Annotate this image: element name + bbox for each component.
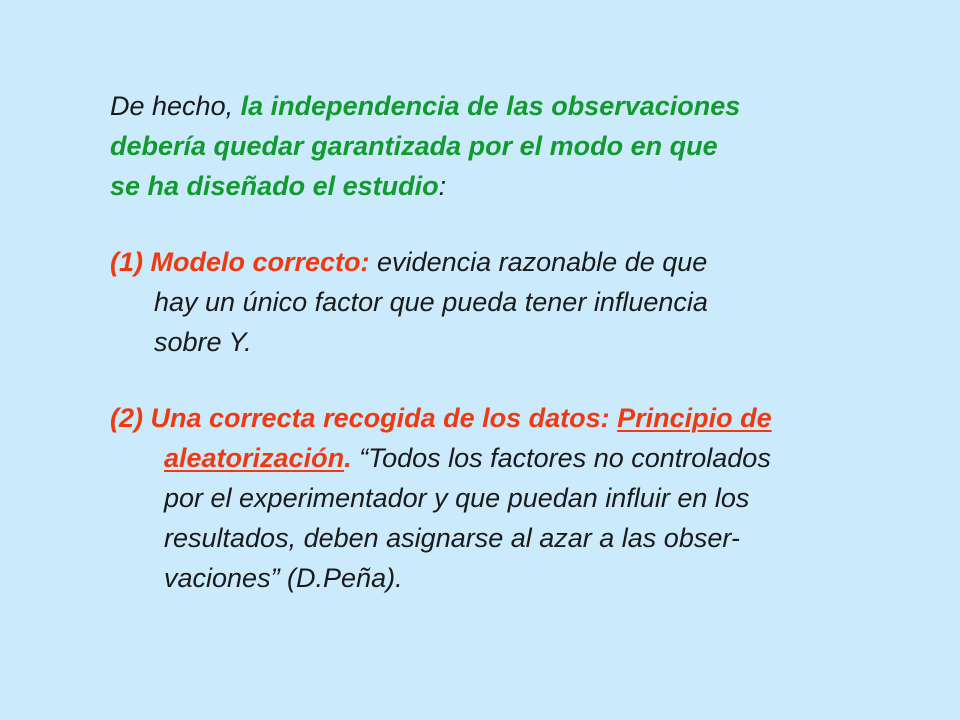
quote-line-5: vaciones” (D.Peña).	[164, 563, 403, 593]
point-1-line-3	[110, 322, 910, 362]
point-1-text-1: evidencia razonable de que	[369, 247, 708, 277]
point-2-line-4	[110, 518, 910, 558]
intro-highlight-3: se ha diseñado el estudio	[110, 171, 439, 201]
point-2-line-5	[110, 558, 910, 598]
point-1-line-2	[110, 282, 910, 322]
point-1-label: (1) Modelo correcto:	[110, 247, 370, 277]
intro-prefix: De hecho,	[110, 91, 241, 121]
point-2-label: (2) Una correcta recogida de los datos:	[110, 403, 618, 433]
quote-line-4: resultados, deben asignarse al azar a las obser-	[164, 523, 740, 553]
point-1-text-2: hay un único factor que pueda tener influencia	[154, 287, 708, 317]
point-2-line-2	[110, 438, 910, 478]
spacer	[110, 362, 910, 398]
intro-line-1	[110, 86, 910, 126]
intro-line-2	[110, 126, 910, 166]
intro-highlight-1: la independencia de las observaciones	[240, 91, 741, 121]
point-2-period: .	[344, 443, 352, 473]
intro-highlight-2: debería quedar garantizada por el modo en que	[110, 131, 718, 161]
intro-line-3	[110, 166, 910, 206]
intro-colon: :	[438, 171, 447, 201]
quote-line-3: por el experimentador y que puedan influir en los	[164, 483, 750, 513]
principle-link-part-2[interactable]: aleatorización	[164, 443, 345, 473]
point-2-line-1	[110, 398, 910, 438]
slide-content	[110, 86, 910, 598]
point-2-line-3	[110, 478, 910, 518]
point-1-text-3: sobre Y.	[154, 327, 252, 357]
quote-start: “Todos los factores no controlados	[351, 443, 771, 473]
principle-link-part-1[interactable]: Principio de	[617, 403, 772, 433]
spacer	[110, 206, 910, 242]
point-1-line-1	[110, 242, 910, 282]
